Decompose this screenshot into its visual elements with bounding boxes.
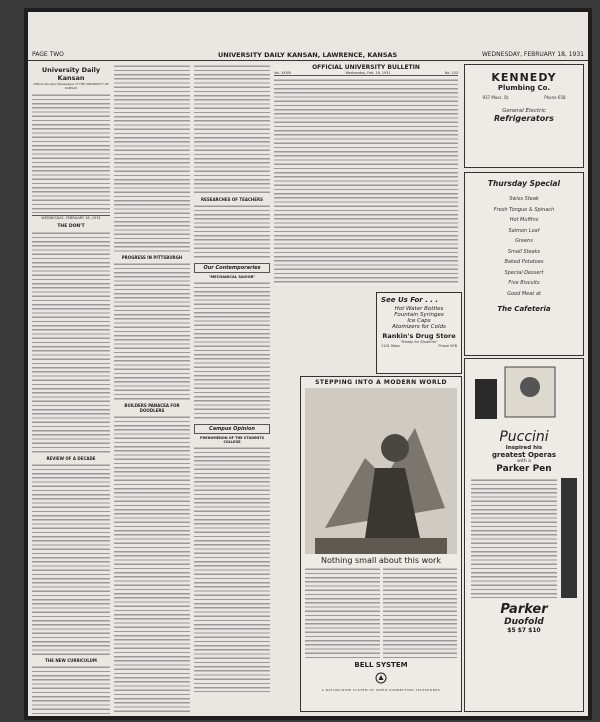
rankin-address: 1101 Mass [381,344,400,348]
editorial-text [114,64,190,252]
cafeteria-menu-item: Five Biscuits [508,280,540,286]
campus-opinion-box [194,424,270,434]
column-3 [194,64,270,714]
editorial-heading-mechanical: "MECHANICAL SAVIOR" [208,275,256,279]
header-date: WEDNESDAY, FEBRUARY 18, 1931 [481,51,584,58]
editorial-heading-researches: RESEARCHES OF TEACHERS [201,197,263,202]
bulletin-number: No. 103 [444,71,458,75]
editorial-text [194,204,270,260]
page-number: PAGE TWO [32,51,64,58]
kennedy-line2: Refrigerators [494,114,554,123]
editorial-text [194,446,270,692]
cafeteria-heading: Thursday Special [487,179,561,188]
bulletin-date: Wednesday, Feb. 18, 1931 [345,71,391,75]
cafeteria-ad [464,172,584,356]
parker-line1: Inspired his [505,445,543,451]
editorial-text [32,231,110,453]
rankin-item: Fountain Syringes [394,312,444,318]
parker-pen-illustration [465,359,583,429]
campus-opinion-heading: Campus Opinion [209,426,255,432]
parker-line2: greatest Operas [491,451,557,459]
cafeteria-menu-item: Hot Muffins [509,217,539,223]
bell-logo [301,669,461,688]
rankin-name: Rankin's Drug Store [382,332,456,340]
bell-tagline: Nothing small about this work [321,556,441,565]
editorial-text [32,463,110,655]
bulletin-info [274,71,458,76]
parker-name: Parker Pen [496,464,552,474]
cafeteria-menu-item: Good Meat at [507,290,541,297]
bulletin-title: OFFICIAL UNIVERSITY BULLETIN [312,64,420,71]
bell-illustration [305,388,457,554]
kennedy-ad [464,64,584,168]
cafeteria-menu-item: Greens [515,238,533,244]
kennedy-phone: Phone 658 [544,95,566,100]
parker-script: Puccini [499,429,549,445]
bell-footer: A NATION-WIDE SYSTEM OF INTER-CONNECTING TELEPHONES [321,688,441,692]
cafeteria-menu-item: Salmon Loaf [508,227,540,234]
official-bulletin [274,64,458,286]
contemporaries-box [194,263,270,273]
editorial-text [194,281,270,421]
editorial-heading-dont: THE DON'T [57,224,85,229]
parker-body [465,474,583,602]
kennedy-name: KENNEDY [491,71,557,84]
masthead-subtitle: Official Student Newspaper of THE UNIVERSITY OF KANSAS [33,82,109,90]
cafeteria-name: The Cafeteria [497,305,551,313]
kennedy-line1: General Electric [502,108,546,114]
parker-body-text [471,478,557,598]
pen-icon [465,359,583,429]
cafeteria-menu-item: Baked Potatoes [504,259,544,265]
bell-icon [375,672,387,684]
bell-name: BELL SYSTEM [354,661,408,669]
rankin-tagline: "Ready for Students" [400,340,438,344]
column-2 [114,64,190,714]
editorial-heading-curriculum: THE NEW CURRICULUM [45,658,97,663]
rankin-item: Ice Caps [407,318,431,324]
bell-body [301,565,461,661]
editorial-text [114,262,190,400]
cafeteria-menu-item: Fresh Tongue & Spinach [493,206,555,213]
editorial-heading-builders: BUILDERS PANACEA FOR DOODLERS [124,403,180,413]
editorial-heading-progress: PROGRESS IN PITTSBURGH [121,255,183,260]
bulletin-volume: Vol. XXVIII [274,71,292,75]
rankin-contact [377,344,461,348]
kennedy-address: 937 Mass. St. [482,95,510,100]
editorial-text [114,415,190,714]
page-header [28,48,588,61]
cafeteria-menu-item: Special Dessert [504,269,544,276]
cafeteria-menu-item: Small Steaks [507,248,541,255]
editorial-heading-review: REVIEW OF A DECADE [46,456,96,461]
bulletin-notices [274,78,458,283]
rankin-see: See Us For . . . [381,296,439,304]
parker-product: Duofold [504,617,544,627]
bell-body-text [383,567,458,659]
parker-prices: $5 $7 $10 [507,627,541,634]
contemporaries-heading: Our Contemporaries [203,265,261,271]
rankin-item: Atomizers for Colds [392,324,446,330]
editorial-heading-phenomenon: PHENOMENON OF THE STUDENTS COLLEGE [199,436,265,444]
worker-illustration [305,388,457,554]
kennedy-contact [465,95,583,100]
masthead-title: University Daily Kansan [41,66,101,82]
parker-logo: Parker [500,602,548,617]
rankin-items [377,306,461,330]
editorial-text [194,64,270,194]
paper-name: UNIVERSITY DAILY KANSAN, LAWRENCE, KANSAS [218,51,398,59]
bell-headline: STEPPING INTO A MODERN WORLD [315,379,447,386]
bell-body-text [305,567,380,659]
parker-ad [464,358,584,712]
column-1 [32,64,110,714]
cafeteria-menu [465,194,583,299]
masthead-staff-list [32,93,110,213]
cafeteria-menu-item: Swiss Steak [509,196,539,202]
kennedy-sub: Plumbing Co. [497,84,551,92]
rankin-ad [376,292,462,374]
rankin-item: Hot Water Bottles [394,306,444,312]
bell-system-ad [300,376,462,712]
parker-with: with a [517,459,531,464]
pen-illustration [561,478,577,598]
masthead-dateline: WEDNESDAY, FEBRUARY 18, 1931 [32,215,110,220]
editorial-text [32,665,110,714]
rankin-phone: Phone 678 [438,344,457,348]
newspaper-page [28,12,588,716]
